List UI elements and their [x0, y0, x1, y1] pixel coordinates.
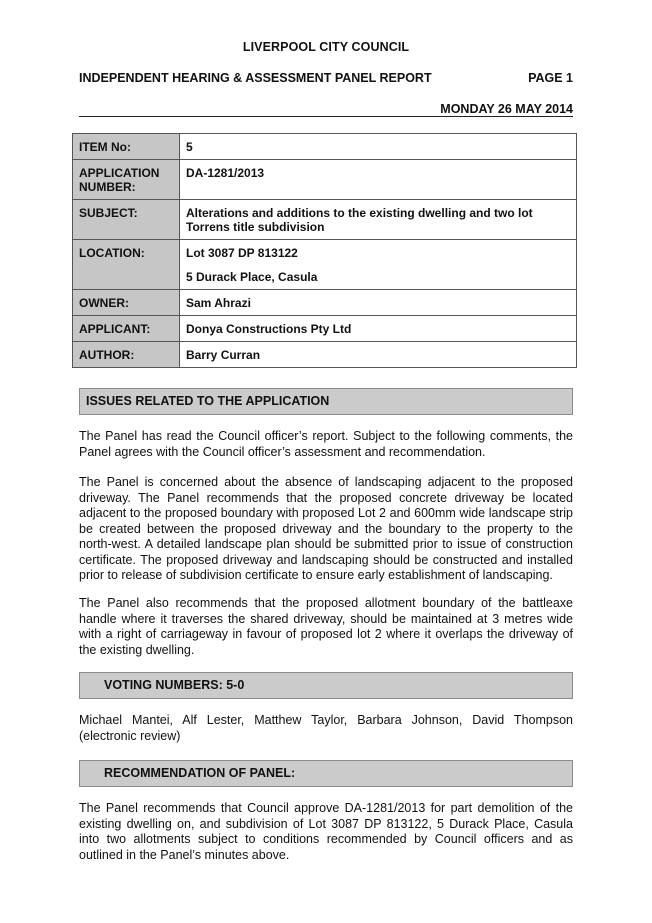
table-row [73, 290, 577, 316]
subject-value: Alterations and additions to the existing dwelling and two lot Torrens title subdivision [180, 200, 577, 240]
issues-paragraph-1: The Panel has read the Council officer’s report. Subject to the following comments, the Panel agrees with the Council officer’s assessment and recommendation. [79, 429, 573, 459]
application-value: DA-1281/2013 [180, 160, 577, 200]
page-number: PAGE 1 [528, 71, 573, 85]
item-label: ITEM No: [73, 134, 180, 160]
table-row [73, 160, 577, 200]
owner-label: OWNER: [73, 290, 180, 316]
subject-label: SUBJECT: [73, 200, 180, 240]
table-row [73, 134, 577, 160]
location-address: 5 Durack Place, Casula [186, 270, 318, 284]
applicant-value: Donya Constructions Pty Ltd [180, 316, 577, 342]
table-row [73, 316, 577, 342]
council-name: LIVERPOOL CITY COUNCIL [242, 40, 410, 54]
application-details-table [72, 133, 577, 368]
issues-heading: ISSUES RELATED TO THE APPLICATION [79, 388, 573, 415]
owner-value: Sam Ahrazi [180, 290, 577, 316]
item-value: 5 [180, 134, 577, 160]
location-label: LOCATION: [73, 240, 180, 290]
table-row [73, 200, 577, 240]
report-title: INDEPENDENT HEARING & ASSESSMENT PANEL REPORT [79, 71, 432, 85]
application-label: APPLICATION NUMBER: [73, 160, 180, 200]
header-rule [79, 116, 573, 117]
author-value: Barry Curran [180, 342, 577, 368]
location-value [180, 240, 577, 290]
applicant-label: APPLICANT: [73, 316, 180, 342]
recommendation-heading: RECOMMENDATION OF PANEL: [79, 760, 573, 787]
report-date: MONDAY 26 MAY 2014 [440, 102, 573, 116]
location-lot: Lot 3087 DP 813122 [186, 246, 298, 260]
recommendation-text: The Panel recommends that Council approve DA-1281/2013 for part demolition of the existing dwelling on, and subdivision of Lot 3087 DP 813122, 5 Durack Place, Casula into two allotments subject to conditions recommended by Council officers and as outlined in the Panel’s minutes above. [79, 801, 573, 862]
voting-members: Michael Mantei, Alf Lester, Matthew Taylor, Barbara Johnson, David Thompson (electronic review) [79, 713, 573, 743]
voting-heading: VOTING NUMBERS: 5-0 [79, 672, 573, 699]
table-row [73, 240, 577, 290]
issues-paragraph-2: The Panel is concerned about the absence of landscaping adjacent to the proposed driveway. The Panel recommends that the proposed concrete driveway be located adjacent to the proposed boundary with proposed Lot 2 and 600mm wide landscape strip be created between the proposed driveway and the boundary to the property to the north-west. A detailed landscape plan should be submitted prior to issue of construction certificate. The proposed driveway and landscaping should be constructed and installed prior to release of subdivision certificate to ensure early establishment of landscaping. [79, 475, 573, 582]
table-row [73, 342, 577, 368]
issues-paragraph-3: The Panel also recommends that the proposed allotment boundary of the battleaxe handle where it traverses the shared driveway, should be maintained at 3 metres wide with a right of carriageway in favour of proposed lot 2 where it overlaps the driveway of the existing dwelling. [79, 596, 573, 657]
author-label: AUTHOR: [73, 342, 180, 368]
